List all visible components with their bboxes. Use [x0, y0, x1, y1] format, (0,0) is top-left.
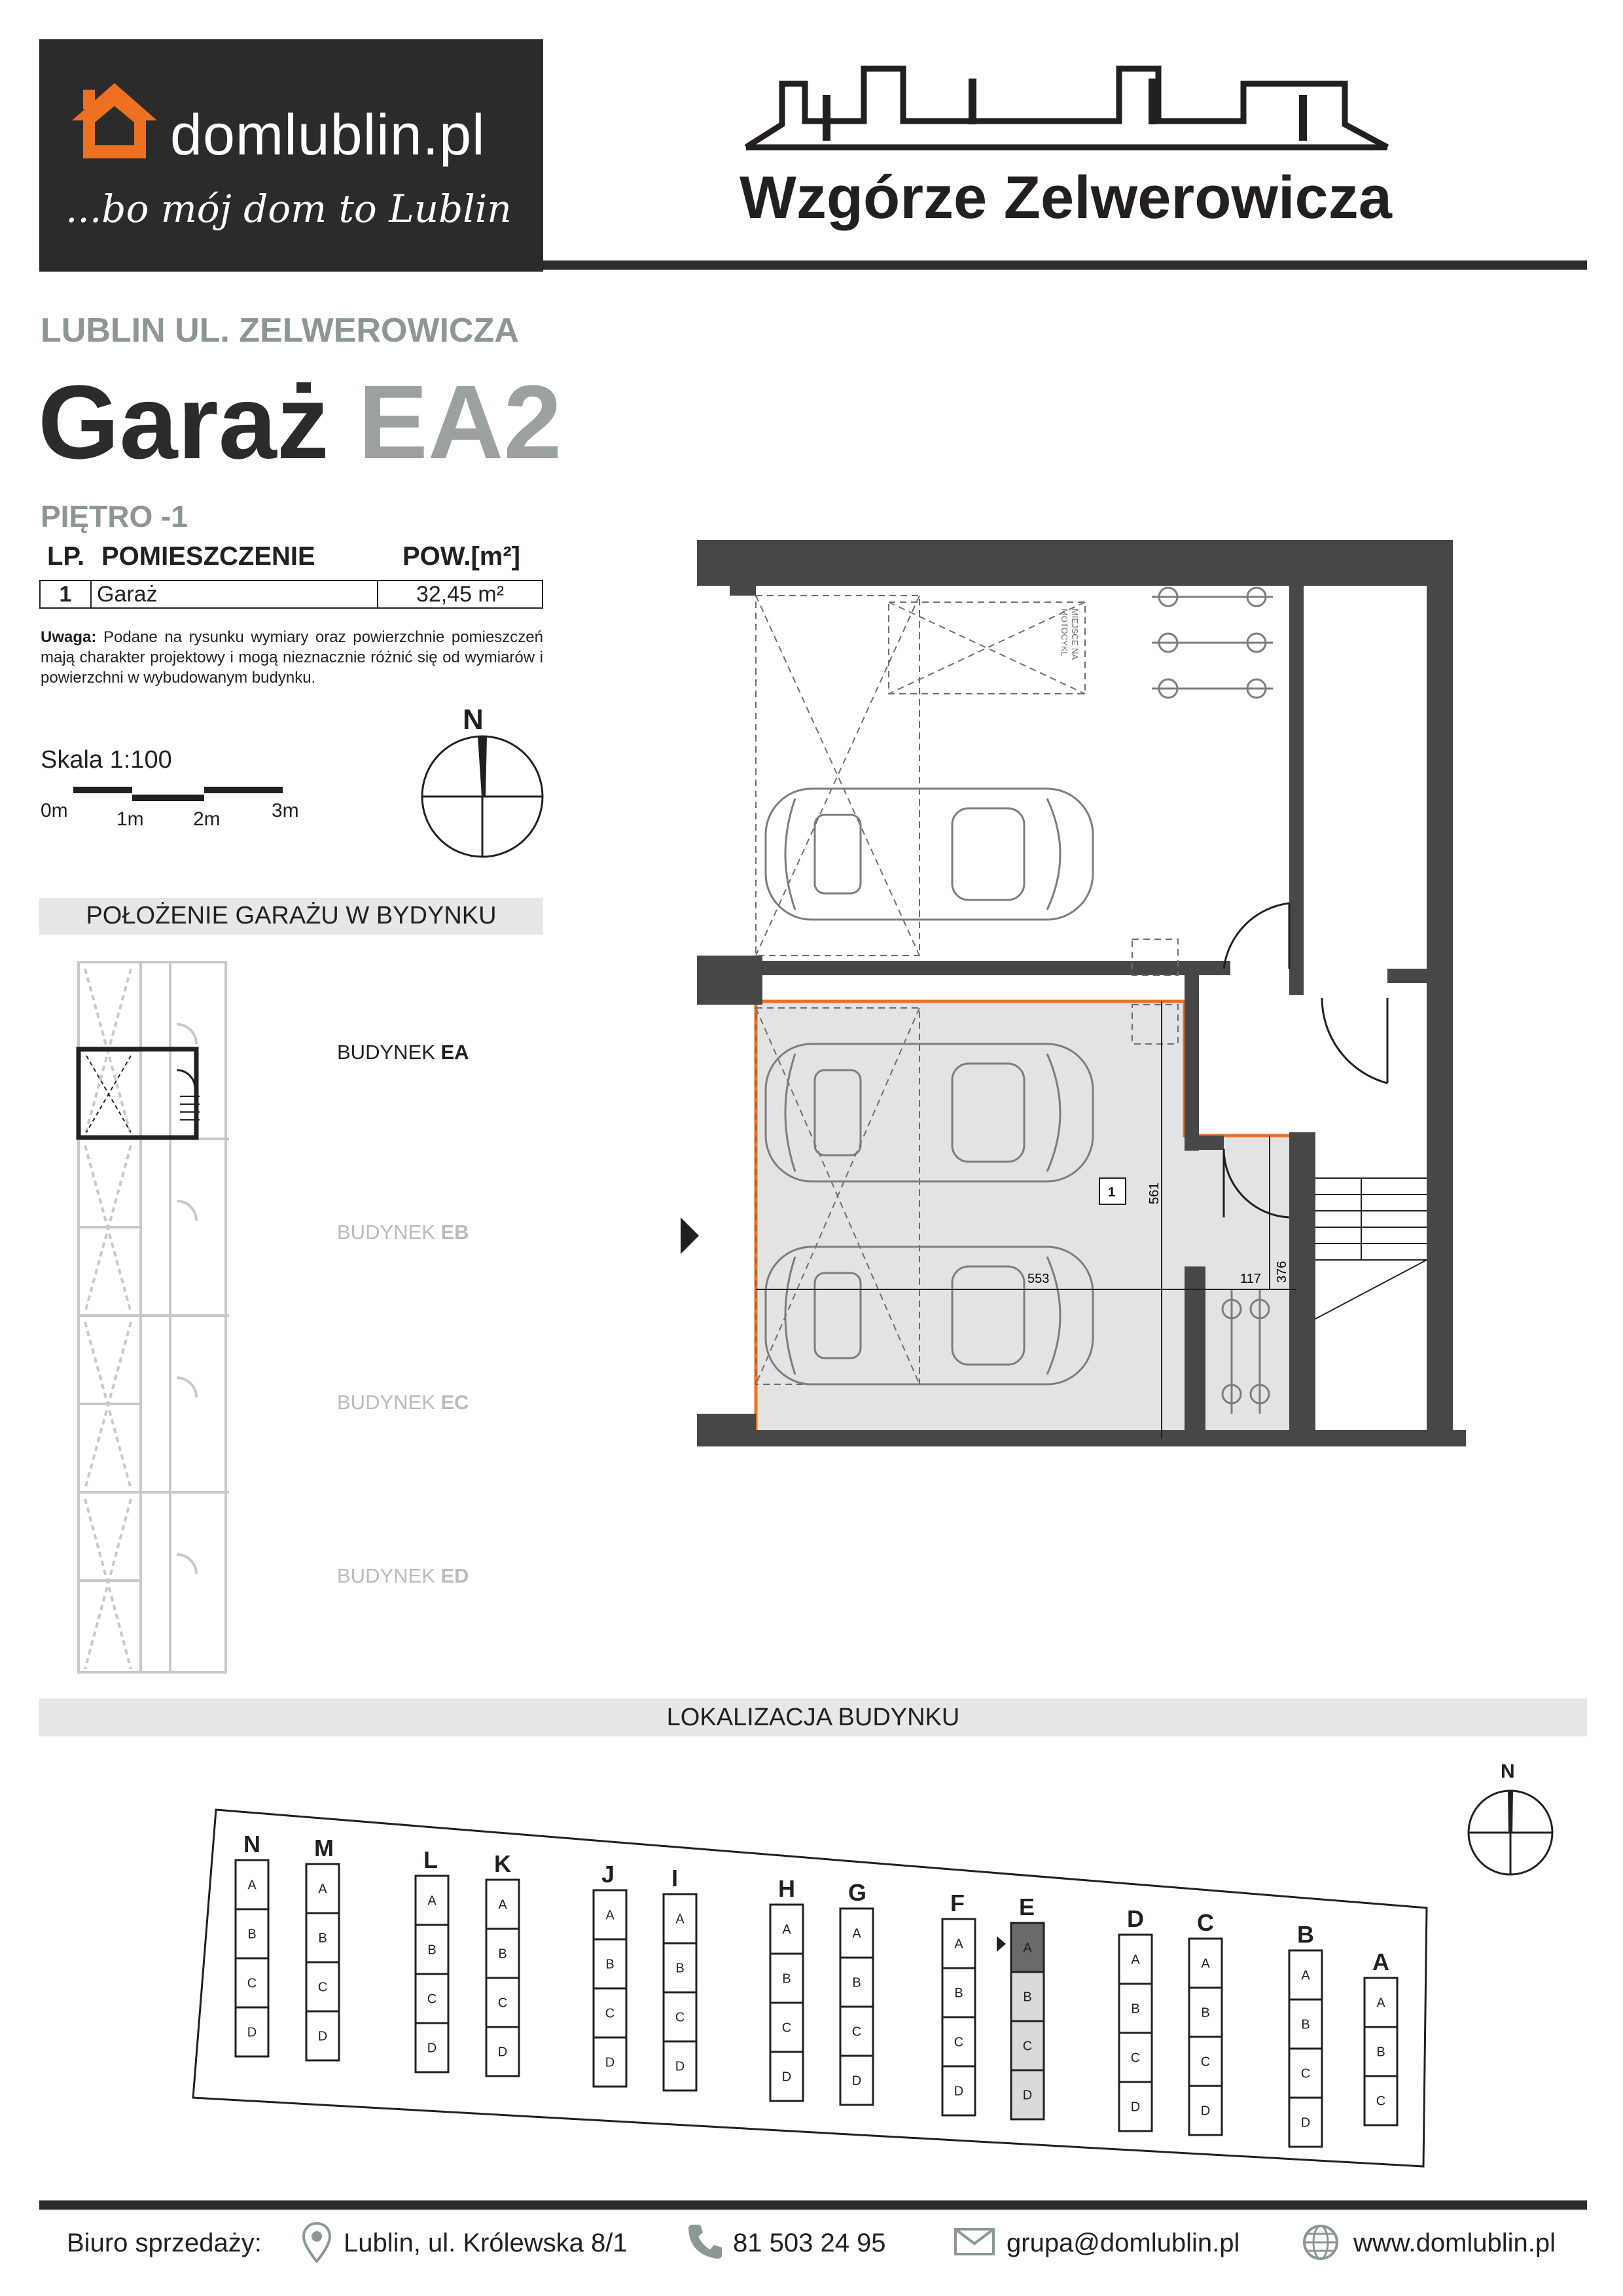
- rooms-table: [39, 580, 543, 609]
- site-unit-label: B: [1131, 2001, 1140, 2017]
- site-unit-label: A: [782, 1922, 791, 1937]
- site-unit-label: A: [1376, 1996, 1385, 2011]
- site-block-i: [664, 1865, 696, 2090]
- site-unit-label: B: [675, 1961, 685, 1976]
- site-unit-label: D: [851, 2073, 862, 2089]
- footer-divider: [39, 2200, 1587, 2210]
- globe-icon: [1302, 2224, 1339, 2261]
- building-ec-label: [337, 1391, 469, 1414]
- site-unit-label: C: [1300, 2066, 1311, 2081]
- site-unit-label: D: [317, 2029, 328, 2044]
- compass-label: N: [463, 704, 484, 736]
- footer-email: grupa@domlublin.pl: [1007, 2229, 1240, 2257]
- table-row: [40, 581, 543, 608]
- position-section-title: POŁOŻENIE GARAŻU W BYDYNKU: [86, 902, 497, 929]
- dim-small-width: 117: [1240, 1272, 1261, 1286]
- table-header-area: POW.[m²]: [402, 542, 520, 571]
- site-block-letter: J: [601, 1861, 615, 1888]
- site-unit-label: A: [852, 1926, 861, 1941]
- site-unit-label: C: [675, 2010, 685, 2025]
- house-logo-icon: [69, 80, 160, 162]
- unit-type: Garaż: [38, 363, 329, 480]
- site-unit-label: A: [1301, 1968, 1310, 1983]
- site-unit-label: A: [498, 1897, 507, 1912]
- phone-icon: [687, 2222, 723, 2260]
- brand-name: domlublin.pl: [170, 102, 486, 167]
- site-block-letter: N: [243, 1831, 260, 1857]
- site-block-h: [770, 1875, 803, 2101]
- building-ed-label: [337, 1564, 469, 1588]
- site-unit-label: A: [605, 1908, 615, 1923]
- building-ea-label: [337, 1041, 469, 1064]
- site-compass-label: N: [1501, 1761, 1515, 1782]
- site-unit-label: D: [497, 2045, 508, 2060]
- site-unit-label: B: [852, 1975, 861, 1990]
- site-block-d: [1119, 1905, 1152, 2131]
- site-unit-label: A: [247, 1878, 257, 1893]
- site-unit-label: C: [851, 2024, 862, 2039]
- scale-tick-1: 1m: [116, 808, 144, 830]
- building-prefix: BUDYNEK: [337, 1391, 441, 1414]
- site-unit-label: D: [1300, 2115, 1311, 2130]
- project-name: Wzgórze Zelwerowicza: [740, 164, 1392, 231]
- site-block-a: [1364, 1948, 1397, 2125]
- unit-code: EA2: [358, 363, 562, 480]
- site-unit-label: D: [1130, 2100, 1141, 2115]
- site-block-letter: B: [1297, 1921, 1314, 1948]
- site-unit-label: B: [1301, 2017, 1310, 2032]
- building-eb-label: [337, 1221, 469, 1244]
- site-unit-label: B: [247, 1927, 257, 1942]
- email-icon: [954, 2228, 995, 2255]
- site-block-letter: L: [423, 1846, 438, 1873]
- room-lp: 1: [40, 581, 91, 608]
- site-block-f: [942, 1890, 975, 2115]
- site-unit-label: B: [954, 1986, 963, 2001]
- site-unit-label: A: [1201, 1956, 1210, 1971]
- site-unit-label: A: [954, 1937, 963, 1952]
- unit-title: [38, 363, 562, 480]
- scale-label: Skala 1:100: [41, 746, 172, 774]
- site-unit-label: C: [781, 2020, 792, 2036]
- building-code: EA: [440, 1041, 469, 1064]
- table-header-lp: LP.: [47, 542, 85, 571]
- site-unit-label: C: [954, 2035, 964, 2050]
- site-unit-label: B: [427, 1943, 437, 1958]
- site-block-letter: F: [950, 1890, 965, 1916]
- footer-website: www.domlublin.pl: [1353, 2229, 1556, 2257]
- site-block-k: [486, 1850, 519, 2076]
- building-code: EB: [440, 1221, 469, 1244]
- note: [41, 627, 543, 688]
- site-unit-label: C: [1022, 2039, 1033, 2054]
- site-unit-label: C: [1130, 2051, 1141, 2066]
- site-block-letter: C: [1197, 1909, 1214, 1936]
- compass-icon: [419, 733, 546, 861]
- note-label: Uwaga:: [41, 628, 97, 646]
- site-block-l: [416, 1846, 448, 2072]
- site-block-b: [1289, 1921, 1322, 2147]
- site-unit-label: D: [954, 2084, 964, 2099]
- scale-tick-2: 2m: [193, 808, 221, 830]
- site-unit-label: B: [1376, 2045, 1385, 2060]
- site-unit-label: A: [318, 1882, 327, 1897]
- site-plan: [190, 1806, 1446, 2173]
- footer-address: Lublin, ul. Królewska 8/1: [344, 2229, 628, 2257]
- site-block-letter: K: [494, 1850, 511, 1877]
- site-block-letter: M: [314, 1835, 334, 1861]
- dim-width: 553: [1027, 1272, 1050, 1286]
- site-unit-label: B: [318, 1931, 327, 1946]
- room-area: 32,45 m²: [378, 581, 543, 608]
- site-unit-label: D: [781, 2070, 792, 2085]
- current-building-marker-icon: [997, 1936, 1006, 1952]
- site-unit-label: A: [427, 1893, 437, 1909]
- room-name: Garaż: [91, 581, 378, 608]
- header-divider: [39, 260, 1587, 270]
- dim-small-height: 376: [1275, 1261, 1289, 1283]
- site-unit-label: C: [317, 1980, 328, 1995]
- site-unit-label: C: [605, 2006, 615, 2021]
- floor-label: PIĘTRO -1: [41, 499, 188, 533]
- building-prefix: BUDYNEK: [337, 1041, 441, 1064]
- brand-tagline: ...bo mój dom to Lublin: [65, 187, 512, 231]
- site-unit-label: D: [1022, 2088, 1033, 2103]
- project-skyline-logo: [743, 65, 1391, 151]
- site-unit-label: C: [427, 1992, 437, 2007]
- site-unit-label: C: [1200, 2054, 1211, 2070]
- site-unit-label: D: [1200, 2104, 1211, 2119]
- site-block-letter: E: [1019, 1893, 1035, 1920]
- motorcycle-label-2: MOTOCYKL: [1060, 609, 1069, 656]
- building-prefix: BUDYNEK: [337, 1221, 441, 1244]
- site-unit-label: B: [1023, 1990, 1032, 2005]
- site-unit-label: A: [1131, 1952, 1140, 1967]
- location-line: LUBLIN UL. ZELWEROWICZA: [41, 312, 519, 350]
- site-unit-label: B: [782, 1971, 791, 1986]
- scale-tick-3: 3m: [272, 800, 299, 821]
- site-block-e: [997, 1893, 1044, 2119]
- site-unit-label: C: [1376, 2094, 1386, 2109]
- site-block-letter: D: [1127, 1905, 1144, 1932]
- scale-tick-0: 0m: [41, 800, 68, 821]
- footer-phone: 81 503 24 95: [733, 2229, 886, 2257]
- site-unit-label: D: [247, 2025, 257, 2040]
- building-strip-plan: [72, 959, 236, 1679]
- note-text: Podane na rysunku wymiary oraz powierzchnie pomieszczeń mają charakter projektowy i mogą nieznacznie różnić się od wymiarów i powierzchni w wybudowanym budynku.: [41, 628, 543, 687]
- site-block-letter: A: [1372, 1948, 1389, 1975]
- site-unit-label: C: [497, 1996, 508, 2011]
- motorcycle-label-1: MIEJSCE NA: [1070, 609, 1080, 660]
- site-outline: [193, 1810, 1427, 2166]
- site-unit-label: D: [675, 2059, 685, 2074]
- site-unit-label: D: [605, 2055, 615, 2070]
- table-header-room: POMIESZCZENIE: [101, 542, 315, 571]
- site-block-g: [840, 1879, 873, 2105]
- room-number-tag: 1: [1108, 1185, 1116, 1200]
- site-unit-label: B: [498, 1946, 507, 1962]
- site-unit-label: B: [1201, 2005, 1210, 2020]
- site-unit-label: A: [675, 1912, 685, 1927]
- site-block-m: [306, 1835, 339, 2060]
- site-block-letter: I: [671, 1865, 679, 1892]
- location-pin-icon: [302, 2222, 331, 2263]
- building-code: EC: [440, 1391, 469, 1414]
- site-block-n: [236, 1831, 268, 2056]
- site-unit-label: B: [605, 1957, 615, 1972]
- site-unit-label: C: [247, 1976, 257, 1991]
- site-unit-label: A: [1023, 1941, 1032, 1956]
- garage-floor-plan: [681, 537, 1466, 1466]
- site-compass-icon: [1465, 1787, 1556, 1878]
- site-block-letter: G: [848, 1879, 867, 1906]
- building-prefix: BUDYNEK: [337, 1564, 441, 1587]
- footer-office-label: Biuro sprzedaży:: [67, 2229, 262, 2257]
- dim-height: 561: [1147, 1182, 1162, 1204]
- site-block-c: [1189, 1909, 1222, 2135]
- site-block-j: [594, 1861, 626, 2087]
- entry-arrow-icon: [681, 1217, 699, 1254]
- scale-bar: [73, 785, 289, 805]
- site-block-letter: H: [778, 1875, 795, 1902]
- location-section-title: LOKALIZACJA BUDYNKU: [666, 1704, 960, 1731]
- site-unit-label: D: [427, 2041, 437, 2056]
- building-code: ED: [440, 1564, 469, 1587]
